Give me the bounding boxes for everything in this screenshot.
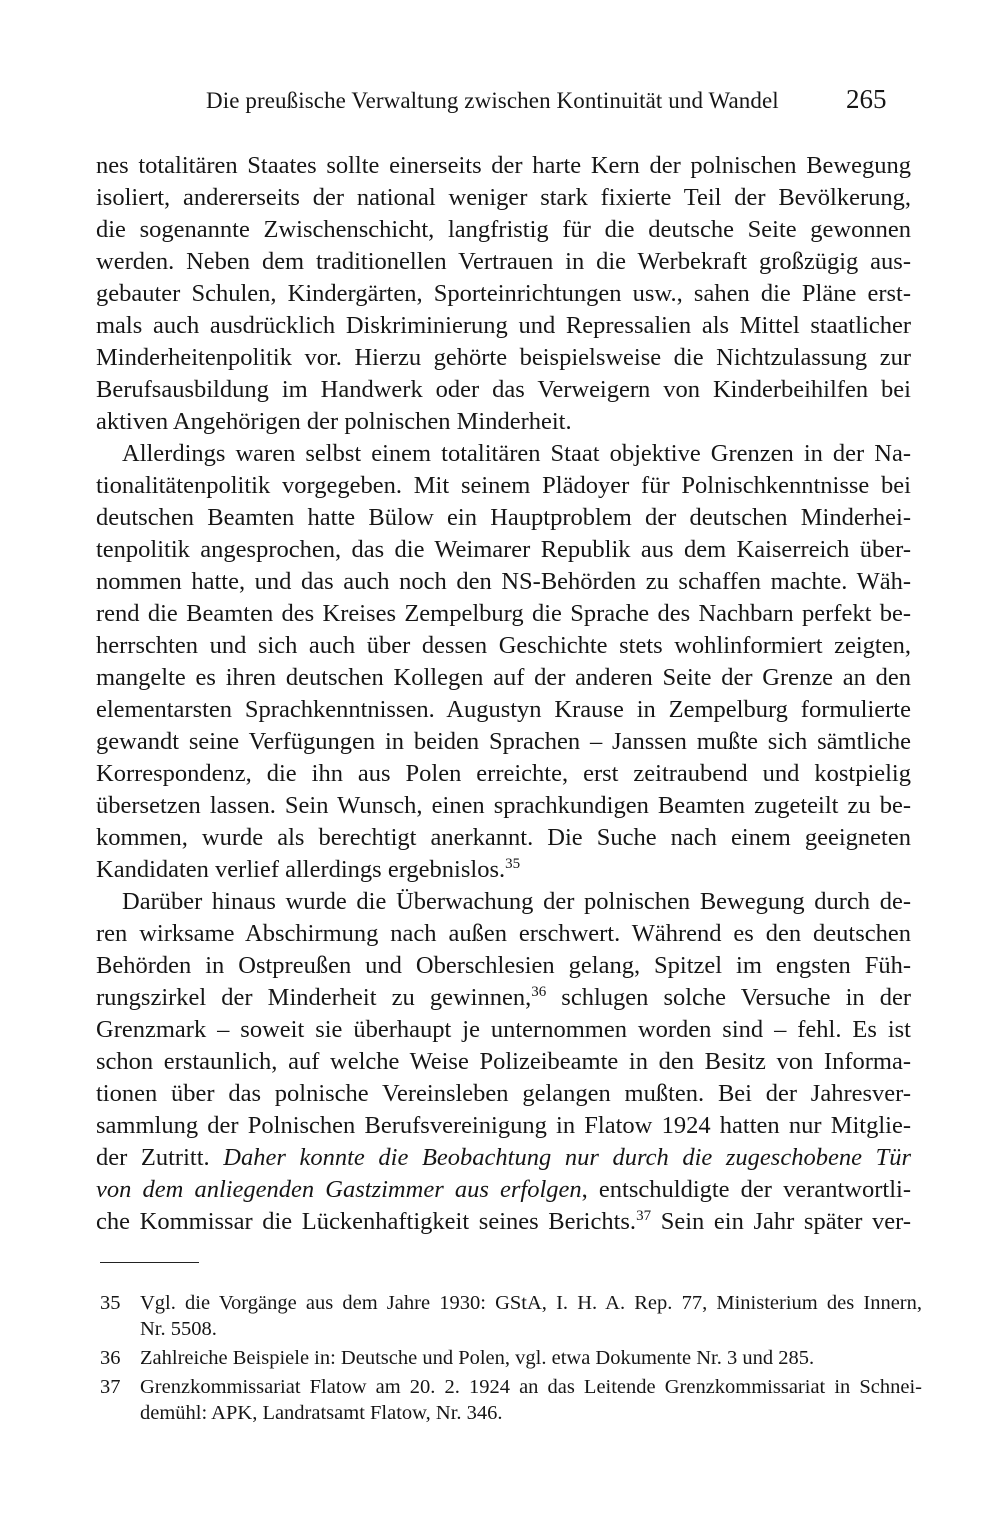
italic-quote: von dem anliegenden Gastzimmer aus erfolgen <box>96 1176 582 1203</box>
footnote-text: Nr. 5508. <box>140 1318 217 1340</box>
text-line <box>96 1142 911 1174</box>
text-line: elementarsten Sprachkenntnissen. Augustyn Krause in Zempelburg formulierte <box>96 696 911 723</box>
text-line: Allerdings waren selbst einem totalitären Staat objektive Grenzen in der Na- <box>122 440 911 467</box>
text-line: kommen, wurde als berechtigt anerkannt. Die Suche nach einem geeigneten <box>96 824 911 851</box>
footnote-number: 36 <box>100 1347 121 1369</box>
text-line <box>96 854 911 886</box>
text-line: tionalitätenpolitik vorgegeben. Mit seinem Plädoyer für Polnischkenntnisse bei <box>96 472 911 499</box>
text-line: schon erstaunlich, auf welche Weise Polizeibeamte in den Besitz von Informa- <box>96 1048 911 1075</box>
footnote-number: 37 <box>100 1376 121 1398</box>
text-line: tenpolitik angesprochen, das die Weimarer Republik aus dem Kaiserreich über- <box>96 536 911 563</box>
footnote-ref: 37 <box>636 1208 652 1224</box>
text-line: mals auch ausdrücklich Diskriminierung und Repressalien als Mittel staatlicher <box>96 312 911 339</box>
text-line: mangelte es ihren deutschen Kollegen auf der anderen Seite der Grenze an den <box>96 664 911 691</box>
text-line: tionen über das polnische Vereinsleben gelangen mußten. Bei der Jahresver- <box>96 1080 911 1107</box>
page-number: 265 <box>846 84 887 114</box>
text-line: werden. Neben dem traditionellen Vertrauen in die Werbekraft großzügig aus- <box>96 248 911 275</box>
text-line: isoliert, andererseits der national weniger stark fixierte Teil der Bevölkerung, <box>96 184 911 211</box>
text-line: gewandt seine Verfügungen in beiden Sprachen – Janssen mußte sich sämtliche <box>96 728 911 755</box>
footnote-text: Grenzkommissariat Flatow am 20. 2. 1924 an das Leitende Grenzkommissariat in Schnei- <box>140 1376 922 1398</box>
text-run: , entschuldigte der verantwortli- <box>581 1176 911 1203</box>
text-run: Sein ein Jahr später ver- <box>651 1208 911 1235</box>
text-line: Behörden in Ostpreußen und Oberschlesien gelang, Spitzel im engsten Füh- <box>96 952 911 979</box>
footnote-text: Zahlreiche Beispiele in: Deutsche und Polen, vgl. etwa Dokumente Nr. 3 und 285. <box>140 1347 815 1369</box>
footnote-number: 35 <box>100 1292 121 1314</box>
text-run: Kandidaten verlief allerdings ergebnislos. <box>96 856 506 883</box>
text-line: übersetzen lassen. Sein Wunsch, einen sprachkundigen Beamten zugeteilt zu be- <box>96 792 911 819</box>
text-line: die sogenannte Zwischenschicht, langfristig für die deutsche Seite gewonnen <box>96 216 911 243</box>
text-run: che Kommissar die Lückenhaftigkeit seines Berichts. <box>96 1208 637 1235</box>
text-run: schlugen solche Versuche in der <box>546 984 911 1011</box>
footnote-text: demühl: APK, Landratsamt Flatow, Nr. 346. <box>140 1402 503 1424</box>
footnote-ref: 36 <box>531 984 547 1000</box>
text-line: rend die Beamten des Kreises Zempelburg die Sprache des Nachbarn perfekt be- <box>96 600 911 627</box>
footnote-text: Vgl. die Vorgänge aus dem Jahre 1930: GStA, I. H. A. Rep. 77, Ministerium des Innern, <box>140 1292 922 1314</box>
text-run: der Zutritt. <box>96 1144 224 1171</box>
text-line: Minderheitenpolitik vor. Hierzu gehörte beispielsweise die Nichtzulassung zur <box>96 344 911 371</box>
text-run: rungszirkel der Minderheit zu gewinnen, <box>96 984 532 1011</box>
text-line <box>96 1206 911 1238</box>
running-header-title: Die preußische Verwaltung zwischen Kontinuität und Wandel <box>206 88 779 113</box>
footnote-ref: 35 <box>505 856 521 872</box>
text-line: deutschen Beamten hatte Bülow ein Hauptproblem der deutschen Minderhei- <box>96 504 911 531</box>
text-line: Darüber hinaus wurde die Überwachung der polnischen Bewegung durch de- <box>122 888 911 915</box>
text-line: aktiven Angehörigen der polnischen Minderheit. <box>96 408 572 435</box>
text-line: ren wirksame Abschirmung nach außen erschwert. Während es den deutschen <box>96 920 911 947</box>
text-line <box>96 982 911 1014</box>
text-line: Berufsausbildung im Handwerk oder das Verweigern von Kinderbeihilfen bei <box>96 376 911 403</box>
italic-quote: Daher konnte die Beobachtung nur durch die zugeschobene Tür <box>223 1144 911 1171</box>
text-line: Korrespondenz, die ihn aus Polen erreichte, erst zeitraubend und kostpielig <box>96 760 911 787</box>
text-line: Grenzmark – soweit sie überhaupt je unternommen worden sind – fehl. Es ist <box>96 1016 911 1043</box>
text-line: nes totalitären Staates sollte einerseits der harte Kern der polnischen Bewegung <box>96 152 911 179</box>
text-line <box>96 1174 911 1206</box>
text-line: nommen hatte, und das auch noch den NS-Behörden zu schaffen machte. Wäh- <box>96 568 911 595</box>
text-line: sammlung der Polnischen Berufsvereinigung in Flatow 1924 hatten nur Mitglie- <box>96 1112 911 1139</box>
text-line: herrschten und sich auch über dessen Geschichte stets wohlinformiert zeigten, <box>96 632 911 659</box>
text-line: gebauter Schulen, Kindergärten, Sporteinrichtungen usw., sahen die Pläne erst- <box>96 280 911 307</box>
footnote-divider <box>100 1262 199 1263</box>
